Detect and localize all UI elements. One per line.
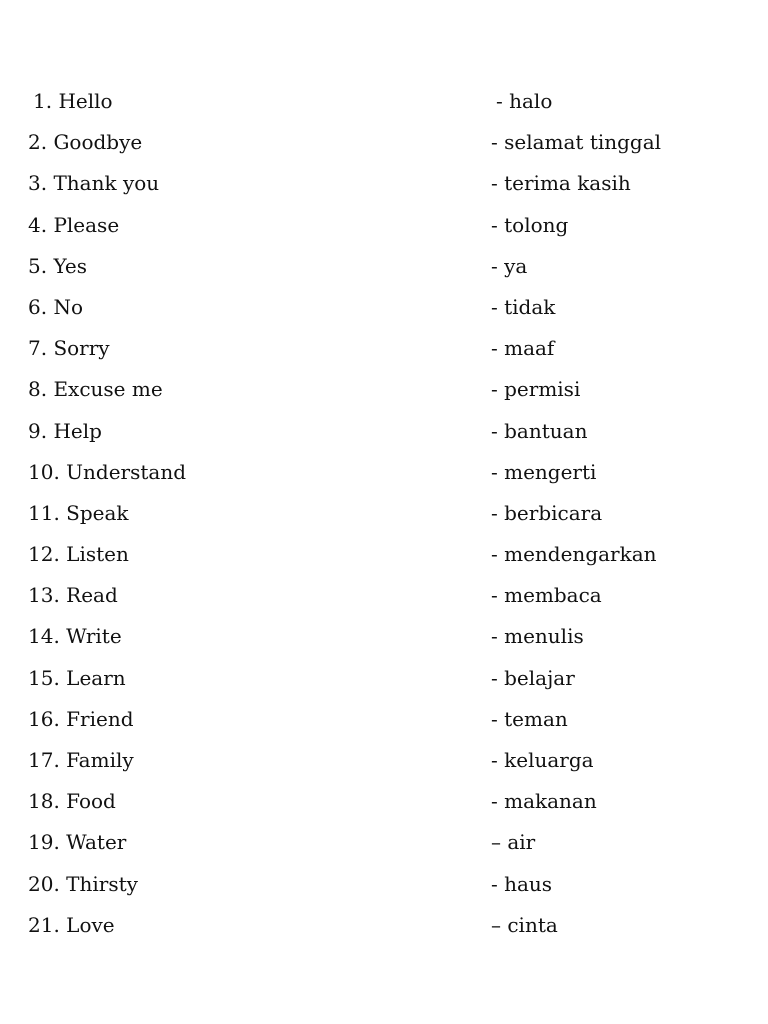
english-word: 11. Speak	[28, 500, 129, 525]
vocab-row	[0, 170, 768, 211]
indonesian-translation: - belajar	[491, 665, 575, 690]
vocab-row	[0, 871, 768, 912]
english-word: 19. Water	[28, 830, 127, 855]
indonesian-translation: - ya	[491, 253, 528, 278]
vocab-row	[0, 623, 768, 664]
indonesian-translation: - halo	[496, 89, 553, 113]
indonesian-translation: - teman	[491, 706, 568, 731]
vocab-row	[0, 253, 768, 294]
english-word: 9. Help	[28, 418, 102, 443]
indonesian-translation: - terima kasih	[491, 171, 631, 196]
indonesian-translation: - permisi	[491, 377, 581, 402]
vocab-row	[0, 212, 768, 253]
english-word: 14. Write	[28, 624, 122, 649]
indonesian-translation: - mendengarkan	[491, 542, 657, 567]
vocab-row	[0, 335, 768, 376]
vocab-row	[0, 665, 768, 706]
indonesian-translation: – air	[491, 830, 536, 855]
vocab-row	[0, 500, 768, 541]
vocab-row	[0, 418, 768, 459]
english-word: 13. Read	[28, 583, 118, 608]
english-word: 12. Listen	[28, 542, 129, 567]
english-word: 8. Excuse me	[28, 377, 163, 402]
english-word: 17. Family	[28, 748, 134, 772]
vocab-row	[0, 582, 768, 623]
indonesian-translation: - keluarga	[491, 748, 594, 772]
english-word: 6. No	[28, 294, 83, 319]
indonesian-translation: - menulis	[491, 624, 584, 649]
english-word: 16. Friend	[28, 706, 134, 731]
indonesian-translation: - bantuan	[491, 418, 588, 443]
english-word: 10. Understand	[28, 459, 187, 484]
indonesian-translation: - mengerti	[491, 459, 597, 484]
english-word: 21. Love	[28, 912, 115, 937]
vocab-row	[0, 88, 768, 129]
vocab-row	[0, 788, 768, 829]
english-word: 7. Sorry	[28, 336, 110, 361]
vocab-row	[0, 747, 768, 788]
english-word: 18. Food	[28, 789, 116, 814]
english-word: 1. Hello	[33, 89, 113, 113]
english-word: 20. Thirsty	[28, 871, 138, 896]
vocab-row	[0, 541, 768, 582]
english-word: 3. Thank you	[28, 171, 160, 196]
vocab-row	[0, 459, 768, 500]
indonesian-translation: – cinta	[491, 912, 558, 937]
english-word: 5. Yes	[28, 253, 88, 278]
indonesian-translation: - tolong	[491, 212, 569, 237]
vocabulary-list	[0, 88, 768, 953]
indonesian-translation: - selamat tinggal	[491, 130, 662, 155]
indonesian-translation: - makanan	[491, 789, 597, 814]
vocab-row	[0, 294, 768, 335]
indonesian-translation: - maaf	[491, 336, 555, 361]
vocab-row	[0, 376, 768, 417]
vocab-row	[0, 129, 768, 170]
english-word: 15. Learn	[28, 665, 126, 690]
indonesian-translation: - membaca	[491, 583, 602, 608]
english-word: 4. Please	[28, 212, 120, 237]
vocab-row	[0, 706, 768, 747]
indonesian-translation: - tidak	[491, 294, 556, 319]
vocab-row	[0, 829, 768, 870]
indonesian-translation: - haus	[491, 871, 553, 896]
english-word: 2. Goodbye	[28, 130, 143, 155]
indonesian-translation: - berbicara	[491, 500, 603, 525]
vocab-row	[0, 912, 768, 953]
